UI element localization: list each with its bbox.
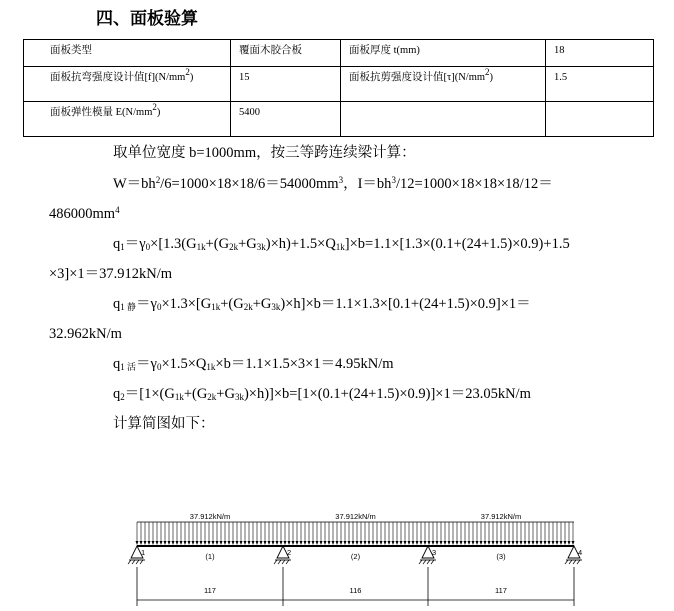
load-arrow-head xyxy=(176,541,179,545)
load-arrow-head xyxy=(352,541,355,545)
load-arrow-head xyxy=(452,541,455,545)
load-arrow-head xyxy=(444,541,447,545)
load-label: 37.912kN/m xyxy=(480,512,522,521)
inertia-value: $486000mm^4$ xyxy=(49,205,120,222)
support-label: 3 xyxy=(432,548,437,557)
load-arrow-head xyxy=(196,541,199,545)
load-arrow-head xyxy=(316,541,319,545)
ground-hatch-mark xyxy=(136,560,139,564)
load-arrow-head xyxy=(336,541,339,545)
load-arrow-head xyxy=(200,541,203,545)
load-arrow-head xyxy=(500,541,503,545)
load-arrow-head xyxy=(156,541,159,545)
load-arrow-head xyxy=(428,541,431,545)
load-arrow-head xyxy=(424,541,427,545)
load-arrow-head xyxy=(320,541,323,545)
load-arrow-head xyxy=(400,541,403,545)
load-arrow-head xyxy=(272,541,275,545)
load-arrow-head xyxy=(280,541,283,545)
q1-static-continued: 32.962kN/m xyxy=(49,326,122,342)
load-arrow-head xyxy=(188,541,191,545)
load-arrow-head xyxy=(240,541,243,545)
load-arrow-head xyxy=(368,541,371,545)
load-arrow-head xyxy=(564,541,567,545)
ground-hatch-mark xyxy=(577,560,580,564)
load-arrow-head xyxy=(484,541,487,545)
load-label: 37.912kN/m xyxy=(189,512,231,521)
q1-formula-continued: ×3]×1＝37.912kN/m xyxy=(49,266,173,282)
load-arrow-head xyxy=(224,541,227,545)
q1-live-formula: $q_{1 活}=\gamma_0\times 1.5\times Q_{1k}\times b=1.1\times 1.5\times 3\times 1=4.95kN/m$ xyxy=(113,356,394,372)
ground-hatch-mark xyxy=(565,560,568,564)
load-arrow-head xyxy=(164,541,167,545)
load-arrow-head xyxy=(348,541,351,545)
load-arrow-head xyxy=(420,541,423,545)
load-arrow-head xyxy=(276,541,279,545)
load-arrow-head xyxy=(284,541,287,545)
ground-hatch-mark xyxy=(573,560,576,564)
load-arrow-head xyxy=(516,541,519,545)
load-arrow-head xyxy=(384,541,387,545)
ground-hatch-mark xyxy=(132,560,135,564)
load-arrow-head xyxy=(460,541,463,545)
load-arrow-head xyxy=(144,541,147,545)
load-arrow-head xyxy=(248,541,251,545)
load-arrow-head xyxy=(380,541,383,545)
table-cell: 15 xyxy=(231,67,341,102)
load-arrow-head xyxy=(204,541,207,545)
load-arrow-head xyxy=(172,541,175,545)
load-label: 37.912kN/m xyxy=(335,512,376,521)
load-arrow-head xyxy=(552,541,555,545)
load-arrow-head xyxy=(304,541,307,545)
load-arrow-head xyxy=(296,541,299,545)
q2-formula: $q_2=[1\times(G_{1k}+(G_{2k}+G_{3k})\times h)]\times b=[1\times(0.1+(24+1.5)\times 0.9)]\times 1=23.05kN/m$ xyxy=(113,386,531,402)
load-arrow-head xyxy=(372,541,375,545)
load-arrow-head xyxy=(436,541,439,545)
table-cell: 5400 xyxy=(231,102,341,137)
ground-hatch-mark xyxy=(274,560,277,564)
ground-hatch-mark xyxy=(427,560,430,564)
span-length-label: 117 xyxy=(204,586,216,595)
load-arrow-head xyxy=(140,541,143,545)
load-arrow-head xyxy=(496,541,499,545)
load-arrow-head xyxy=(376,541,379,545)
span-length-label: 117 xyxy=(495,586,507,595)
load-arrow-head xyxy=(472,541,475,545)
load-arrow-head xyxy=(324,541,327,545)
load-arrow-head xyxy=(512,541,515,545)
load-arrow-head xyxy=(212,541,215,545)
load-arrow-head xyxy=(216,541,219,545)
load-arrow-head xyxy=(260,541,263,545)
load-arrow-head xyxy=(328,541,331,545)
span-length-label: 116 xyxy=(349,586,362,595)
ground-hatch-mark xyxy=(286,560,289,564)
load-arrow-head xyxy=(396,541,399,545)
load-arrow-head xyxy=(540,541,543,545)
load-arrow-head xyxy=(268,541,271,545)
load-arrow-head xyxy=(312,541,315,545)
support-label: 1 xyxy=(141,548,146,557)
load-arrow-head xyxy=(232,541,235,545)
load-arrow-head xyxy=(136,541,139,545)
load-arrow-head xyxy=(548,541,551,545)
load-arrow-head xyxy=(440,541,443,545)
load-arrow-head xyxy=(508,541,511,545)
span-label: (3) xyxy=(496,552,506,561)
load-arrow-head xyxy=(244,541,247,545)
load-arrow-head xyxy=(168,541,171,545)
load-arrow-head xyxy=(332,541,335,545)
load-arrow-head xyxy=(528,541,531,545)
q1-static-formula: $q_{1 静}=\gamma_0\times 1.3\times[G_{1k}+(G_{2k}+G_{3k})\times h]\times b=1.1\times 1.3\times[0.1+(24+1.5)\times 0.9]\times 1=$ xyxy=(113,296,531,312)
table-cell: 面板抗剪强度设计值$[\tau](N/mm^2)$ xyxy=(341,67,546,102)
load-arrow-head xyxy=(416,541,419,545)
q1-formula: $q_1=\gamma_0\times[1.3(G_{1k}+(G_{2k}+G_{3k})\times h)+1.5\times Q_{1k}]\times b=1.1\times[1.3\times(0.1+(24+1.5)\times 0.9)+1.5$ xyxy=(113,236,570,252)
table-cell: 面板类型 xyxy=(24,40,231,67)
support-label: 4 xyxy=(578,548,583,557)
load-arrow-head xyxy=(544,541,547,545)
load-arrow-head xyxy=(264,541,267,545)
ground-hatch-mark xyxy=(431,560,434,564)
load-arrow-head xyxy=(236,541,239,545)
load-arrow-head xyxy=(148,541,151,545)
table-cell: 18 xyxy=(546,40,654,67)
load-arrow-head xyxy=(488,541,491,545)
load-arrow-head xyxy=(536,541,539,545)
load-arrow-head xyxy=(180,541,183,545)
load-arrow-head xyxy=(520,541,523,545)
ground-hatch-mark xyxy=(569,560,572,564)
table-cell: 面板弹性模量 $E(N/mm^2)$ xyxy=(24,102,231,137)
load-arrow-head xyxy=(404,541,407,545)
load-arrow-head xyxy=(468,541,471,545)
load-arrow-head xyxy=(408,541,411,545)
section-modulus-formula: $W=bh^2/6=1000\times 18\times 18/6=54000mm^3$，$I=bh^3/12=1000\times 18\times 18\times 18/12=$ xyxy=(113,175,553,192)
load-arrow-head xyxy=(252,541,255,545)
ground-hatch-mark xyxy=(282,560,285,564)
section-heading: 四、面板验算 xyxy=(96,9,198,29)
load-arrow-head xyxy=(456,541,459,545)
load-arrow-head xyxy=(300,541,303,545)
span-label: (1) xyxy=(205,552,215,561)
load-arrow-head xyxy=(480,541,483,545)
load-arrow-head xyxy=(356,541,359,545)
load-arrow-head xyxy=(572,541,575,545)
load-arrow-head xyxy=(344,541,347,545)
load-arrow-head xyxy=(256,541,259,545)
load-arrow-head xyxy=(532,541,535,545)
load-arrow-head xyxy=(364,541,367,545)
load-arrow-head xyxy=(208,541,211,545)
load-arrow-head xyxy=(492,541,495,545)
load-arrow-head xyxy=(228,541,231,545)
load-arrow-head xyxy=(556,541,559,545)
load-arrow-head xyxy=(184,541,187,545)
load-arrow-head xyxy=(412,541,415,545)
load-arrow-head xyxy=(288,541,291,545)
load-arrow-head xyxy=(308,541,311,545)
load-arrow-head xyxy=(292,541,295,545)
load-arrow-head xyxy=(392,541,395,545)
table-cell: 覆面木胶合板 xyxy=(231,40,341,67)
load-arrow-head xyxy=(432,541,435,545)
table-cell: 1.5 xyxy=(546,67,654,102)
load-arrow-head xyxy=(192,541,195,545)
load-arrow-head xyxy=(340,541,343,545)
load-arrow-head xyxy=(220,541,223,545)
span-label: (2) xyxy=(350,552,361,561)
load-arrow-head xyxy=(560,541,563,545)
load-arrow-head xyxy=(448,541,451,545)
load-arrow-head xyxy=(464,541,467,545)
table-cell: 面板抗弯强度设计值$[f](N/mm^2)$ xyxy=(24,67,231,102)
load-arrow-head xyxy=(360,541,363,545)
calc-intro: 取单位宽度 b=1000mm，按三等跨连续梁计算： xyxy=(113,145,416,161)
diagram-caption: 计算简图如下： xyxy=(113,416,215,432)
load-arrow-head xyxy=(388,541,391,545)
ground-hatch-mark xyxy=(140,560,143,564)
load-arrow-head xyxy=(160,541,163,545)
load-arrow-head xyxy=(152,541,155,545)
load-arrow-head xyxy=(476,541,479,545)
load-arrow-head xyxy=(568,541,571,545)
ground-hatch-mark xyxy=(419,560,422,564)
ground-hatch-mark xyxy=(423,560,426,564)
ground-hatch-mark xyxy=(278,560,281,564)
load-arrow-head xyxy=(524,541,527,545)
ground-hatch-mark xyxy=(128,560,131,564)
load-arrow-head xyxy=(504,541,507,545)
table-cell: 面板厚度 t(mm) xyxy=(341,40,546,67)
support-label: 2 xyxy=(287,548,292,557)
